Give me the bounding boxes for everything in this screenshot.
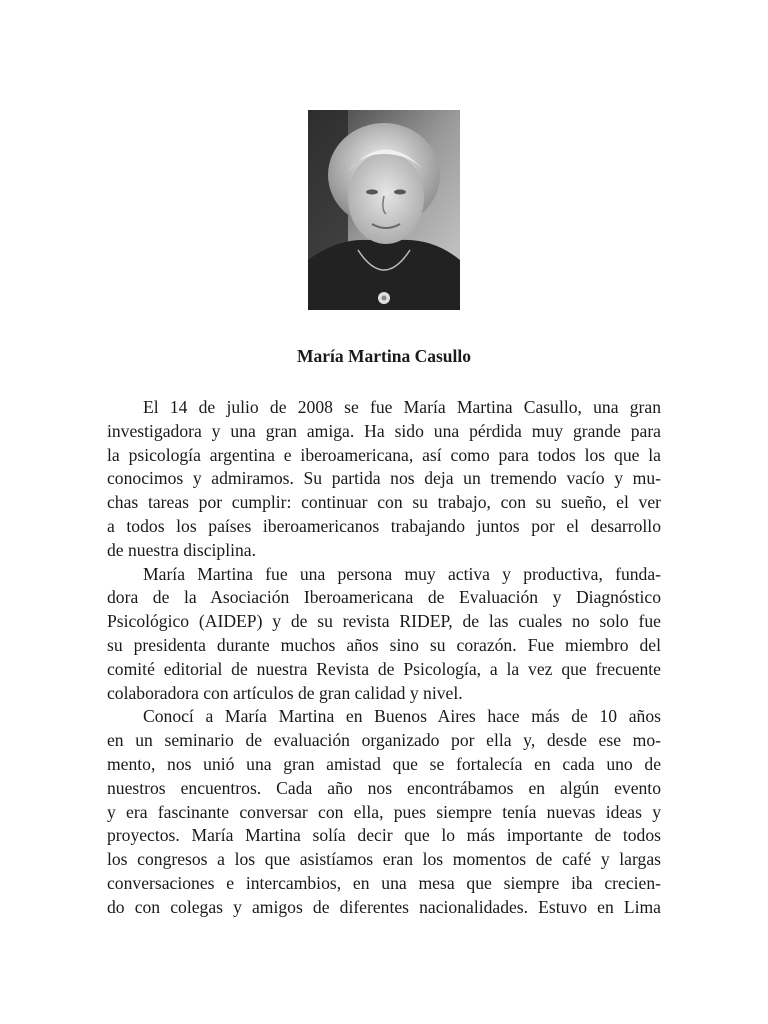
body-line: proyectos. María Martina solía decir que lo más importante de todos	[107, 825, 661, 846]
body-line: y era fascinante conversar con ella, pues siempre tenía nuevas ideas y	[107, 801, 661, 822]
body-line: comité editorial de nuestra Revista de Psicología, a la vez que frecuente	[107, 658, 661, 679]
body-line: conversaciones e intercambios, en una mesa que siempre iba crecien-	[107, 872, 661, 893]
body-line: colaboradora con artículos de gran calidad y nivel.	[107, 682, 463, 703]
body-line: investigadora y una gran amiga. Ha sido una pérdida muy grande para	[107, 420, 661, 441]
body-line: los congresos a los que asistíamos eran los momentos de café y largas	[107, 849, 661, 870]
body-line: su presidenta durante muchos años sino su corazón. Fue miembro del	[107, 634, 661, 655]
body-line: Conocí a María Martina en Buenos Aires hace más de 10 años	[143, 706, 661, 727]
body-line: mento, nos unió una gran amistad que se fortalecía en cada uno de	[107, 753, 661, 774]
portrait-photo	[308, 110, 460, 310]
body-line: conocimos y admiramos. Su partida nos deja un tremendo vacío y mu-	[107, 468, 661, 489]
body-line: de nuestra disciplina.	[107, 539, 257, 560]
article-body	[107, 396, 661, 920]
body-line: El 14 de julio de 2008 se fue María Martina Casullo, una gran	[143, 397, 661, 417]
body-line: nuestros encuentros. Cada año nos encontrábamos en algún evento	[107, 777, 661, 798]
body-line: chas tareas por cumplir: continuar con su trabajo, con su sueño, el ver	[107, 492, 661, 513]
body-line: la psicología argentina e iberoamericana, así como para todos los que la	[107, 444, 661, 465]
body-line: María Martina fue una persona muy activa y productiva, funda-	[143, 563, 661, 584]
body-line: en un seminario de evaluación organizado por ella y, desde ese mo-	[107, 730, 661, 751]
body-line: Psicológico (AIDEP) y de su revista RIDEP, de las cuales no solo fue	[107, 611, 661, 632]
body-line: a todos los países iberoamericanos trabajando juntos por el desarrollo	[107, 515, 661, 536]
article-title: María Martina Casullo	[296, 346, 471, 366]
body-line: do con colegas y amigos de diferentes nacionalidades. Estuvo en Lima	[107, 896, 661, 917]
body-line: dora de la Asociación Iberoamericana de Evaluación y Diagnóstico	[107, 587, 661, 608]
